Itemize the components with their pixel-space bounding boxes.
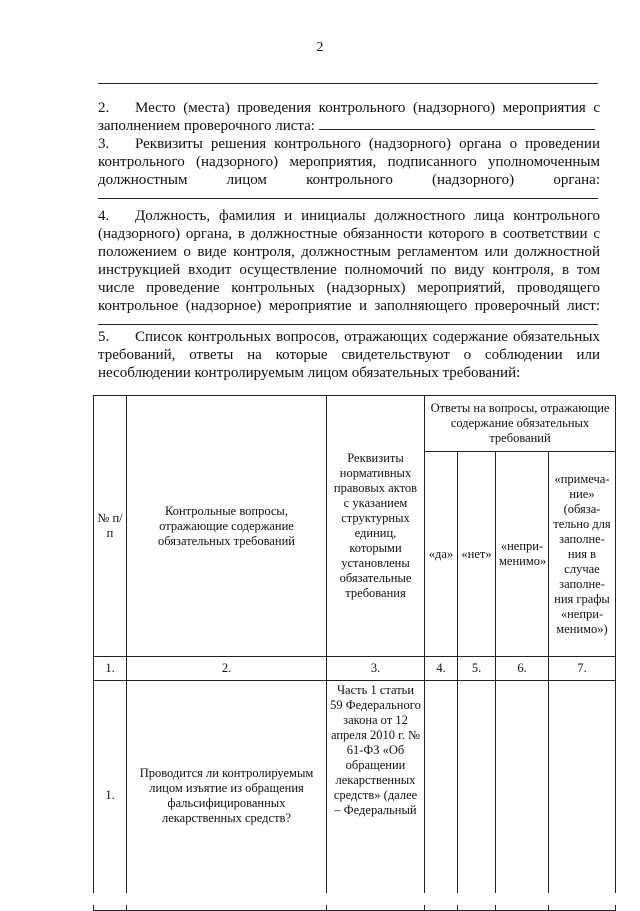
item-2-line1: Место (места) проведения контрольного (надзорного) мероприятия с bbox=[135, 100, 600, 116]
page-bottom-edge bbox=[0, 893, 640, 905]
checklist-table bbox=[93, 395, 616, 911]
official-fill-line[interactable] bbox=[98, 324, 598, 325]
answer-yes-cell[interactable] bbox=[425, 681, 458, 911]
column-number-row bbox=[94, 657, 616, 681]
row-requisites: Часть 1 статьи 59 Федерального закона от 12 апреля 2010 г. № 61-ФЗ «Об обращении лекарственных средств» (далее – Федеральный bbox=[327, 681, 425, 911]
col-number: 7. bbox=[549, 657, 616, 681]
item-3-number: 3. bbox=[98, 136, 110, 152]
item-4-line2: (надзорного) органа, в должностные обязанности которого в соответствии с bbox=[98, 226, 600, 242]
col-number: 3. bbox=[327, 657, 425, 681]
header-no: «нет» bbox=[458, 452, 496, 657]
place-fill-line[interactable] bbox=[319, 129, 595, 130]
item-5-line1: Список контрольных вопросов, отражающих содержание обязательных bbox=[135, 329, 600, 345]
item-4-line5: числе проведение контрольных (надзорных) мероприятий, проводящего bbox=[98, 280, 600, 296]
item-2-number: 2. bbox=[98, 100, 110, 116]
header-na: «непри-менимо» bbox=[496, 452, 549, 657]
item-3-line3: должностным лицом контрольного (надзорного) органа: bbox=[98, 172, 600, 188]
item-3-line1: Реквизиты решения контрольного (надзорного) органа о проведении bbox=[135, 136, 600, 152]
answer-no-cell[interactable] bbox=[458, 681, 496, 911]
col-number: 1. bbox=[94, 657, 127, 681]
item-4-line1: Должность, фамилия и инициалы должностного лица контрольного bbox=[135, 208, 600, 224]
item-4-line3: положением о виде контроля, должностным регламентом или должностной bbox=[98, 244, 600, 260]
header-answers-group: Ответы на вопросы, отражающие содержание обязательных требований bbox=[425, 396, 616, 452]
item-4-number: 4. bbox=[98, 208, 110, 224]
page-number: 2 bbox=[316, 40, 324, 55]
header-requisites: Реквизиты нормативных правовых актов с указанием структурных единиц, которыми установлены обязательные требования bbox=[327, 396, 425, 657]
answer-na-cell[interactable] bbox=[496, 681, 549, 911]
col-number: 6. bbox=[496, 657, 549, 681]
decision-fill-line[interactable] bbox=[98, 198, 598, 199]
item-3 bbox=[98, 135, 600, 189]
item-2-line2: заполнением проверочного листа: bbox=[98, 118, 315, 134]
row-question: Проводится ли контролируемым лицом изъятие из обращения фальсифицированных лекарственных средств? bbox=[127, 681, 327, 911]
col-number: 5. bbox=[458, 657, 496, 681]
item-5-number: 5. bbox=[98, 329, 110, 345]
item-5-line2: требований, ответы на которые свидетельствуют о соблюдении или bbox=[98, 347, 600, 363]
header-yes: «да» bbox=[425, 452, 458, 657]
answer-note-cell[interactable] bbox=[549, 681, 616, 911]
item-2 bbox=[98, 99, 600, 135]
header-num: № п/п bbox=[94, 396, 127, 657]
item-4-line4: инструкцией входит осуществление полномочий по виду контроля, в том bbox=[98, 262, 600, 278]
item-5 bbox=[98, 328, 600, 382]
col-number: 4. bbox=[425, 657, 458, 681]
item-3-line2: контрольного (надзорного) мероприятия, подписанного уполномоченным bbox=[98, 154, 600, 170]
table-row bbox=[94, 681, 616, 911]
header-note: «примеча-ние» (обяза-тельно для заполне-ния в случае заполне-ния графы «непри-менимо») bbox=[549, 452, 616, 657]
item-4 bbox=[98, 207, 600, 315]
row-num: 1. bbox=[94, 681, 127, 911]
item-4-line6: контрольное (надзорное) мероприятие и заполняющего проверочный лист: bbox=[98, 298, 600, 314]
header-question: Контрольные вопросы, отражающие содержание обязательных требований bbox=[127, 396, 327, 657]
fill-line-item1[interactable] bbox=[98, 83, 598, 84]
col-number: 2. bbox=[127, 657, 327, 681]
item-5-line3: несоблюдении контролируемым лицом обязательных требований: bbox=[98, 365, 521, 381]
